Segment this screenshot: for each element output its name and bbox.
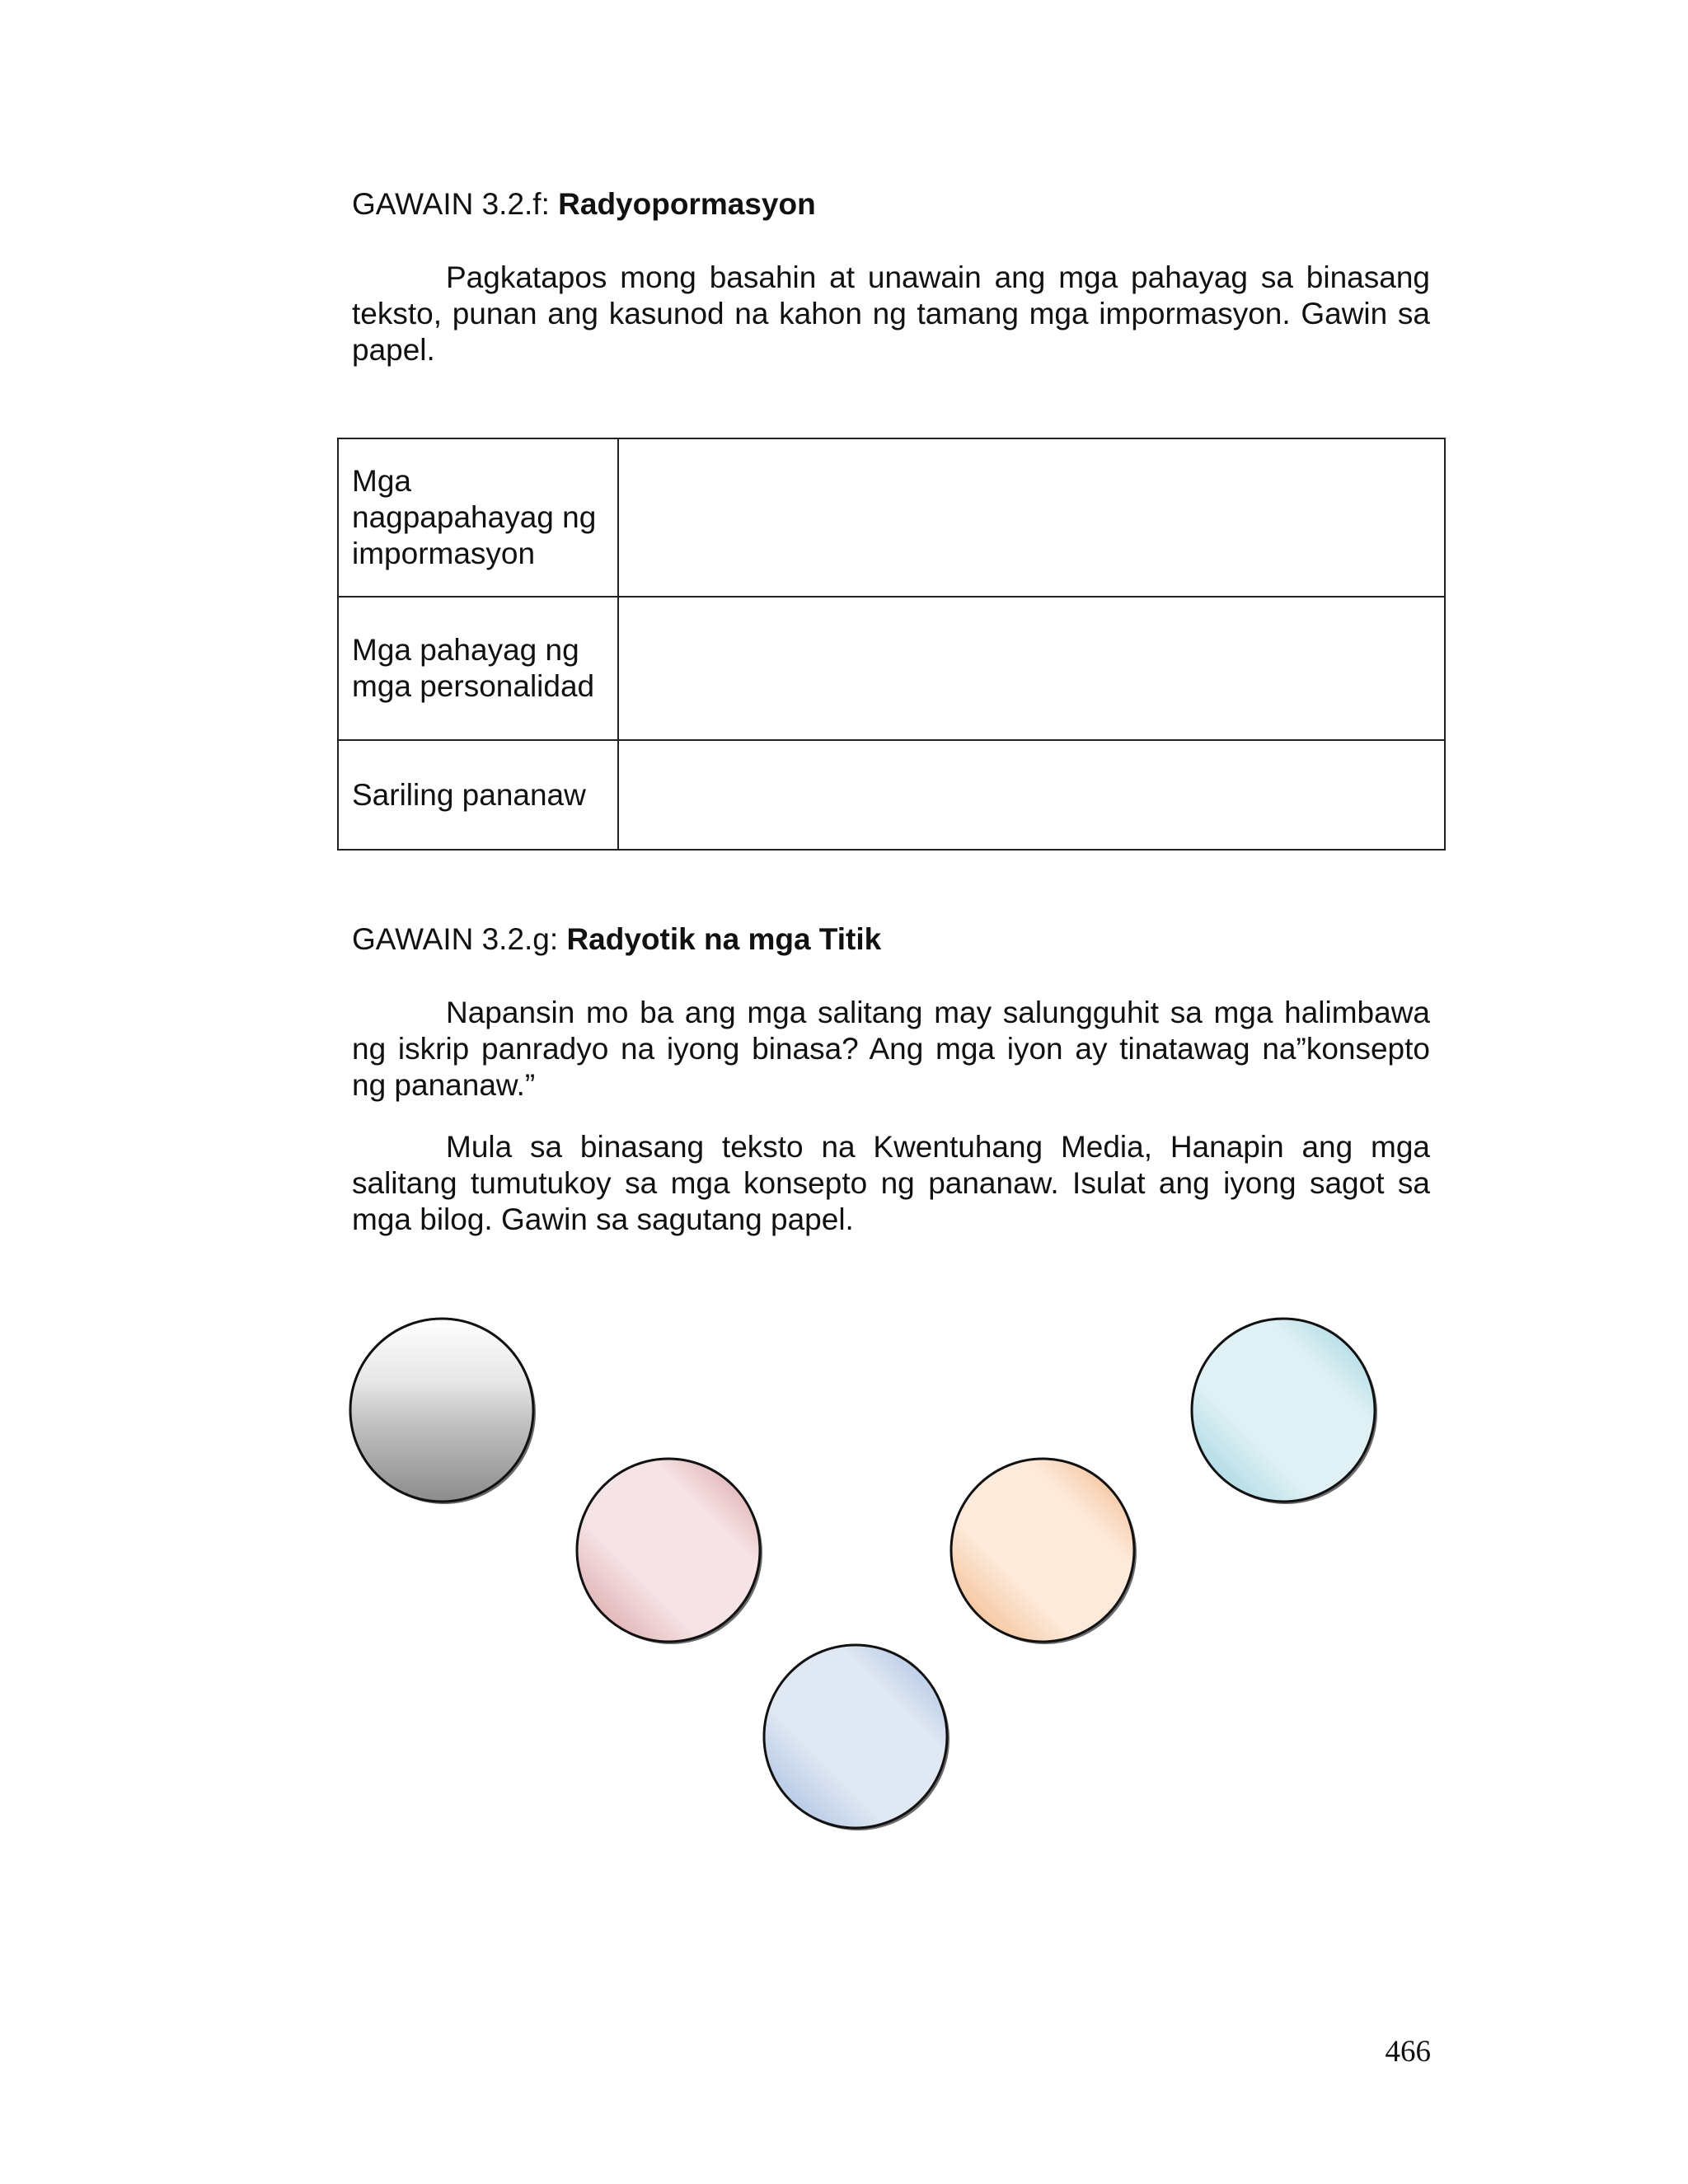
answer-circle-orange[interactable] (949, 1456, 1137, 1644)
circle-disc (350, 1319, 533, 1502)
answer-circle-teal[interactable] (1189, 1316, 1377, 1504)
page-number: 466 (1385, 2035, 1431, 2069)
table-row-answer-cell[interactable] (618, 597, 1445, 740)
answer-circle-gray[interactable] (348, 1316, 536, 1504)
activity-g-paragraph-1: Napansin mo ba ang mga salitang may salungguhit sa mga halimbawa ng iskrip panradyo na iyong binasa? Ang mga iyon ay tinatawag na”konsepto ng pananaw.” (352, 996, 1430, 1102)
circle-disc (1192, 1319, 1375, 1502)
table-row (338, 438, 1445, 597)
activity-f-heading (352, 186, 816, 223)
activity-g-title: Radyotik na mga Titik (566, 922, 882, 956)
activity-f-instruction: Pagkatapos mong basahin at unawain ang mga pahayag sa binasang teksto, punan ang kasunod na kahon ng tamang mga impormasyon. Gawin sa papel. (352, 260, 1430, 367)
info-table (337, 438, 1446, 851)
activity-g-paragraph-2: Mula sa binasang teksto na Kwentuhang Media, Hanapin ang mga salitang tumutukoy sa mga konsepto ng pananaw. Isulat ang iyong sagot sa mga bilog. Gawin sa sagutang papel. (352, 1130, 1430, 1236)
table-row-answer-cell[interactable] (618, 740, 1445, 850)
activity-f-title: Radyopormasyon (558, 187, 816, 221)
table-row-label: Mga pahayag ng mga personalidad (338, 597, 618, 740)
answer-circle-blue[interactable] (762, 1643, 950, 1830)
table-row-label: Mga nagpapahayag ng impormasyon (338, 438, 618, 597)
circle-disc (764, 1645, 947, 1828)
table-row-answer-cell[interactable] (618, 438, 1445, 597)
activity-f-prefix: GAWAIN 3.2.f: (352, 187, 559, 221)
activity-g-prefix: GAWAIN 3.2.g: (352, 922, 567, 956)
answer-circle-pink[interactable] (574, 1456, 762, 1644)
table-row (338, 597, 1445, 740)
circle-disc (577, 1459, 760, 1642)
activity-g-heading (352, 921, 881, 958)
table-row-label: Sariling pananaw (338, 740, 618, 850)
table-row (338, 740, 1445, 850)
circle-disc (951, 1459, 1134, 1642)
